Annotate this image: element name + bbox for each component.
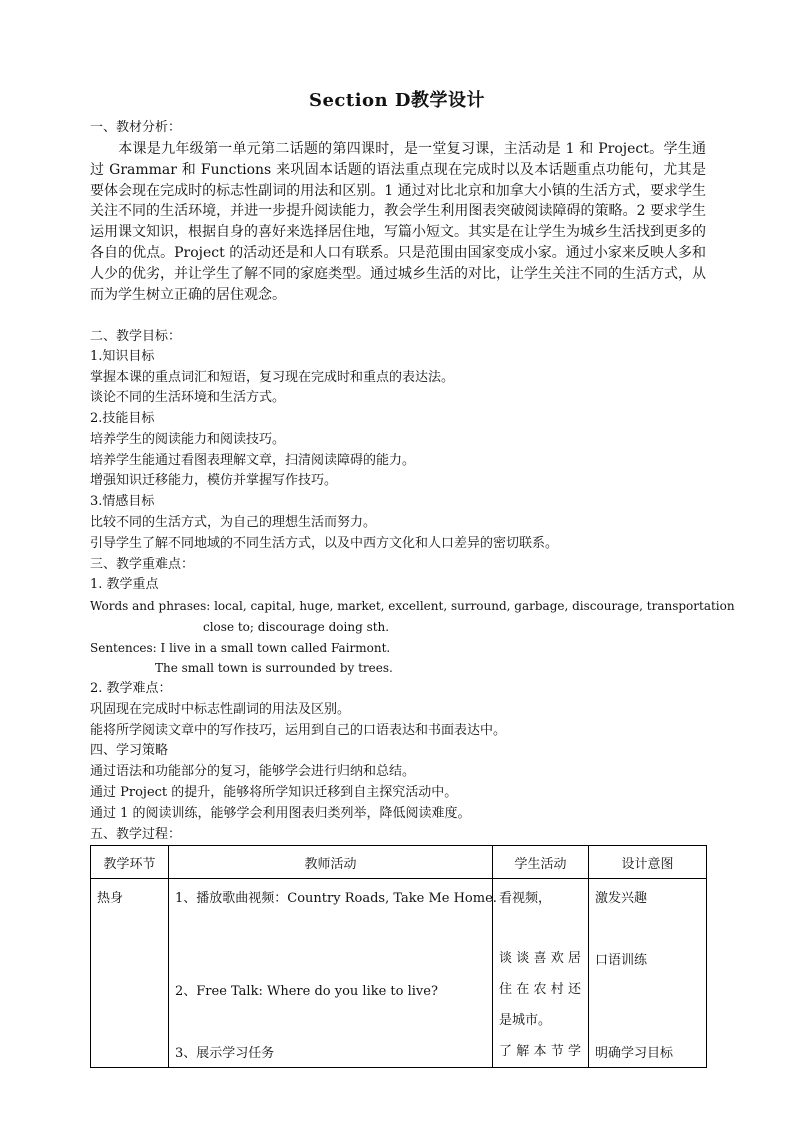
- emotion-goal-item: 引导学生了解不同地域的不同生活方式，以及中西方文化和人口差异的密切联系。: [90, 536, 559, 551]
- section-3-heading: 三、教学重难点：: [90, 557, 195, 572]
- stage-label: 热身: [97, 891, 124, 906]
- knowledge-goal-item: 掌握本课的重点词汇和短语，复习现在完成时和重点的表达法。: [90, 370, 455, 385]
- student-activity-line: 住在农村还: [499, 982, 581, 997]
- difficult-points-title: 2. 教学难点：: [90, 681, 172, 696]
- skill-goal-item: 培养学生能通过看图表理解文章，扫清阅读障碍的能力。: [90, 453, 416, 468]
- purpose-item: 明确学习目标: [595, 1046, 674, 1061]
- header-stage: 教学环节: [91, 846, 169, 879]
- header-student: 学生活动: [493, 846, 589, 879]
- skill-goal-item: 培养学生的阅读能力和阅读技巧。: [90, 432, 286, 447]
- emotion-goal-item: 比较不同的生活方式，为自己的理想生活而努力。: [90, 515, 377, 530]
- strategy-item: 通过 Project 的提升，能够将所学知识迁移到自主探究活动中。: [90, 785, 458, 800]
- student-activity: 看视频，: [499, 891, 552, 906]
- student-activity-block: [499, 943, 581, 1067]
- purpose-item: 口语训练: [595, 953, 648, 968]
- skill-goal-title: 2.技能目标: [90, 411, 155, 426]
- document-title: Section D教学设计: [308, 90, 486, 111]
- section-2-heading: 二、教学目标：: [90, 329, 182, 344]
- key-points-title: 1. 教学重点: [90, 577, 159, 592]
- section-5-heading: 五、教学过程：: [90, 827, 182, 842]
- header-teacher: 教师活动: [169, 846, 493, 879]
- knowledge-goal-item: 谈论不同的生活环境和生活方式。: [90, 390, 286, 405]
- table-header-row: [91, 846, 707, 879]
- teacher-cell: [169, 879, 497, 1068]
- difficult-point-item: 能将所学阅读文章中的写作技巧，运用到自己的口语表达和书面表达中。: [90, 723, 507, 738]
- difficult-point-item: 巩固现在完成时中标志性副词的用法及区别。: [90, 702, 351, 717]
- emotion-goal-title: 3.情感目标: [90, 494, 155, 509]
- words-phrases-line: Words and phrases: local, capital, huge, market, excellent, surround, garbage, discourage, transportation: [90, 599, 735, 613]
- stage-cell: [91, 879, 169, 1068]
- section-4-heading: 四、学习策略: [90, 743, 169, 758]
- student-activity-line: 谈谈喜欢居: [499, 951, 581, 966]
- teacher-activity: 2、Free Talk: Where do you like to live?: [175, 984, 438, 999]
- strategy-item: 通过 1 的阅读训练，能够学会利用图表归类列举，降低阅读难度。: [90, 806, 471, 821]
- section-1-paragraph: 本课是九年级第一单元第二话题的第四课时，是一堂复习课，主活动是 1 和 Project。学生通过 Grammar 和 Functions 来巩固本话题的语法重点现在完成时以及本话题重点功能句，尤其是要体会现在完成时的标志性副词的用法和区别。1 通过对比北京和加拿大小镇的生活方式，要求学生关注不同的生活环境，并进一步提升阅读能力，教会学生利用图表突破阅读障碍的策略。2 要求学生运用课文知识，根据自身的喜好来选择居住地，写篇小短文。其实是在让学生为城乡生活找到更多的各自的优点。Project 的活动还是和人口有联系。只是范围由国家变成小家。通过小家来反映人多和人少的优劣，并让学生了解不同的家庭类型。通过城乡生活的对比，让学生关注不同的生活方式，从而为学生树立正确的居住观念。: [90, 141, 706, 303]
- sentences-line: The small town is surrounded by trees.: [155, 661, 393, 675]
- teaching-process-table: [90, 845, 707, 1068]
- skill-goal-item: 增强知识迁移能力，模仿并掌握写作技巧。: [90, 473, 338, 488]
- section-1-heading: 一、教材分析：: [90, 120, 182, 135]
- student-activity-line: 是城市。: [499, 1013, 552, 1028]
- knowledge-goal-title: 1.知识目标: [90, 349, 155, 364]
- teacher-activity: 3、展示学习任务: [175, 1046, 275, 1061]
- student-cell: [493, 879, 589, 1068]
- teacher-activity: 1、播放歌曲视频：Country Roads, Take Me Home.: [175, 891, 497, 906]
- purpose-item: 激发兴趣: [595, 891, 648, 906]
- purpose-cell: [589, 879, 707, 1068]
- student-activity-line: 了解本节学: [499, 1044, 581, 1059]
- sentences-line: Sentences: I live in a small town called Fairmont.: [90, 641, 391, 655]
- strategy-item: 通过语法和功能部分的复习，能够学会进行归纳和总结。: [90, 764, 416, 779]
- table-row: [91, 879, 707, 1068]
- words-phrases-line: close to; discourage doing sth.: [203, 620, 390, 634]
- header-purpose: 设计意图: [589, 846, 707, 879]
